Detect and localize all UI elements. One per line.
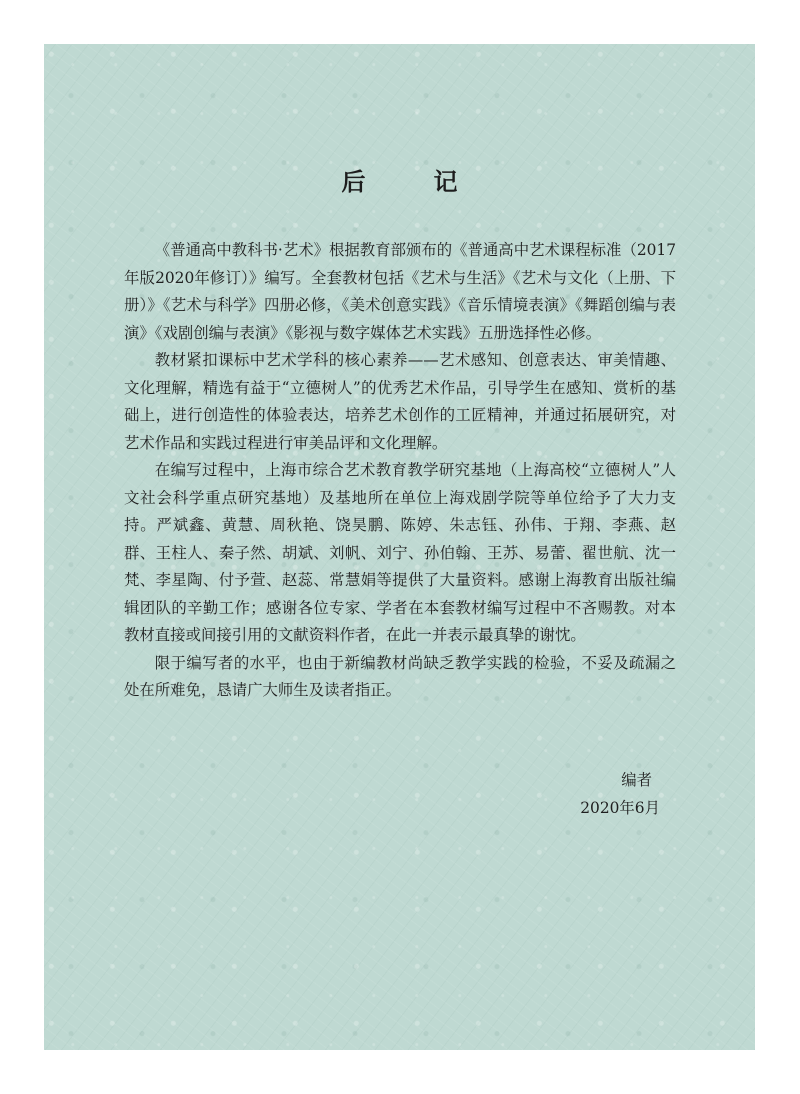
- paragraph-1: 《普通高中教科书·艺术》根据教育部颁布的《普通高中艺术课程标准（2017年版2020年修订）》编写。全套教材包括《艺术与生活》《艺术与文化（上册、下册）》《艺术与科学》四册必修，《美术创意实践》《音乐情境表演》《舞蹈创编与表演》《戏剧创编与表演》《影视与数字媒体艺术实践》五册选择性必修。: [124, 241, 676, 342]
- paragraph-3: 在编写过程中，上海市综合艺术教育教学研究基地（上海高校“立德树人”人文社会科学重点研究基地）及基地所在单位上海戏剧学院等单位给予了大力支持。严斌鑫、黄慧、周秋艳、饶昊鹏、陈婷、朱志钰、孙伟、于翔、李燕、赵群、王柱人、秦子然、胡斌、刘帆、刘宁、孙伯翰、王苏、易蕾、翟世航、沈一梵、李星陶、付予萱、赵蕊、常慧娟等提供了大量资料。感谢上海教育出版社编辑团队的辛勤工作；感谢各位专家、学者在本套教材编写过程中不吝赐教。对本教材直接或间接引用的文献资料作者，在此一并表示最真挚的谢忱。: [124, 461, 676, 644]
- body-text: [124, 237, 676, 705]
- signature-date: 2020年6月: [580, 799, 660, 817]
- paragraph-2: 教材紧扣课标中艺术学科的核心素养——艺术感知、创意表达、审美情趣、文化理解，精选有益于“立德树人”的优秀艺术作品，引导学生在感知、赏析的基础上，进行创造性的体验表达，培养艺术创作的工匠精神，并通过拓展研究，对艺术作品和实践过程进行审美品评和文化理解。: [124, 351, 676, 452]
- paragraph-4: 限于编写者的水平，也由于新编教材尚缺乏教学实践的检验，不妥及疏漏之处在所难免，恳请广大师生及读者指正。: [124, 653, 676, 699]
- page-title: 后 记: [341, 168, 480, 196]
- signature-block: [580, 766, 660, 822]
- signature-author: 编者: [621, 771, 652, 789]
- document-page: [44, 44, 755, 1050]
